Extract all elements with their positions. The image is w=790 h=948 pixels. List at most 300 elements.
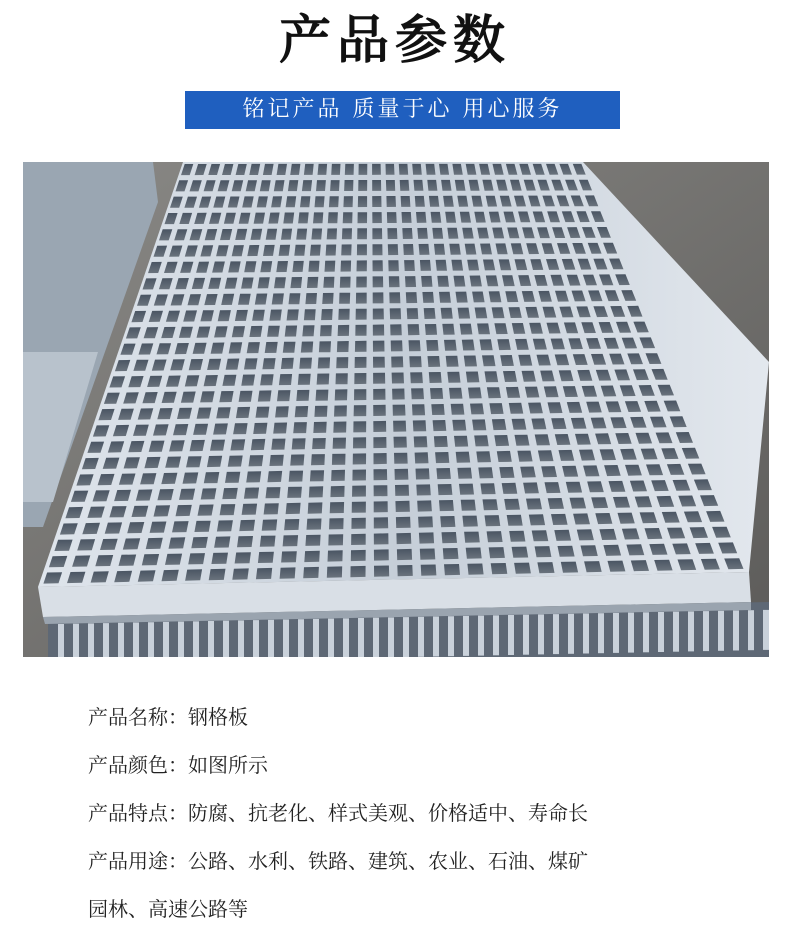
grating-opening xyxy=(454,276,466,287)
grating-opening xyxy=(161,473,177,484)
grating-opening xyxy=(457,196,468,207)
grating-opening xyxy=(528,403,543,414)
grating-opening xyxy=(487,387,501,398)
grating-opening xyxy=(436,468,451,479)
grating-opening xyxy=(249,326,262,337)
grating-opening xyxy=(372,180,381,191)
grating-opening xyxy=(252,310,265,321)
grating-opening xyxy=(294,245,305,256)
grating-opening xyxy=(302,180,312,191)
grating-opening xyxy=(154,505,171,516)
grating-opening xyxy=(502,483,518,494)
grating-opening xyxy=(541,466,557,477)
grating-opening xyxy=(249,455,264,466)
grating-opening xyxy=(320,325,332,336)
grating-opening xyxy=(307,519,322,530)
grating-opening xyxy=(544,386,559,397)
bottom-grating-bar xyxy=(508,615,514,655)
grating-opening xyxy=(438,484,453,495)
grating-opening xyxy=(239,391,253,402)
grating-opening xyxy=(462,516,478,527)
grating-opening xyxy=(420,549,436,560)
grating-opening xyxy=(491,563,508,574)
grating-opening xyxy=(298,212,309,223)
grating-opening xyxy=(512,419,527,430)
grating-opening xyxy=(401,196,411,207)
grating-opening xyxy=(289,293,301,304)
grating-opening xyxy=(313,422,326,433)
grating-opening xyxy=(436,260,447,271)
grating-opening xyxy=(157,489,173,500)
grating-opening xyxy=(418,516,433,527)
grating-opening xyxy=(480,339,493,350)
grating-opening xyxy=(413,420,426,431)
grating-opening xyxy=(290,277,302,288)
bottom-grating-bar xyxy=(673,612,679,652)
grating-opening xyxy=(485,515,501,526)
grating-opening xyxy=(444,564,460,575)
grating-opening xyxy=(352,470,366,481)
grating-opening xyxy=(411,388,424,399)
grating-opening xyxy=(284,519,299,530)
spec-label: 产品名称： xyxy=(88,705,188,729)
grating-opening xyxy=(461,500,476,511)
bottom-grating-bar xyxy=(733,611,739,651)
grating-opening xyxy=(327,566,342,577)
grating-opening xyxy=(470,403,484,414)
grating-opening xyxy=(555,434,571,445)
grating-opening xyxy=(293,422,307,433)
grating-opening xyxy=(328,534,343,545)
grating-opening xyxy=(330,180,340,191)
grating-opening xyxy=(332,454,346,465)
grating-opening xyxy=(191,537,208,548)
grating-opening xyxy=(244,488,259,499)
grating-opening xyxy=(337,341,349,352)
grating-opening xyxy=(255,294,267,305)
grating-opening xyxy=(298,374,311,385)
spec-label: 产品颜色： xyxy=(88,753,188,777)
grating-opening xyxy=(216,407,231,418)
grating-opening xyxy=(218,310,231,321)
spec-line-usage-continued: 园林、高速公路等 xyxy=(88,897,248,921)
grating-opening xyxy=(373,276,384,287)
grating-opening xyxy=(430,388,443,399)
grating-opening xyxy=(416,484,431,495)
grating-opening xyxy=(262,519,278,530)
grating-opening xyxy=(535,434,550,445)
grating-opening xyxy=(211,553,228,564)
grating-opening xyxy=(392,373,404,384)
bottom-grating-bar xyxy=(418,617,424,657)
grating-opening xyxy=(504,499,520,510)
grating-opening xyxy=(183,472,199,483)
grating-opening xyxy=(410,372,423,383)
grating-opening xyxy=(330,486,344,497)
grating-opening xyxy=(472,419,486,430)
grating-opening xyxy=(373,389,385,400)
grating-opening xyxy=(292,261,303,272)
grating-opening xyxy=(482,355,496,366)
grating-opening xyxy=(207,359,221,370)
grating-opening xyxy=(445,212,456,223)
grating-opening xyxy=(263,245,275,256)
spec-line-features xyxy=(88,789,768,837)
grating-opening xyxy=(394,453,408,464)
grating-opening xyxy=(476,451,491,462)
grating-opening xyxy=(353,453,366,464)
grating-opening xyxy=(374,469,388,480)
grating-opening xyxy=(316,390,329,401)
bottom-grating-bar xyxy=(163,622,169,657)
grating-opening xyxy=(358,196,367,207)
bottom-grating-bar xyxy=(238,620,244,657)
grating-opening xyxy=(353,421,366,432)
bottom-grating-bar xyxy=(703,611,709,651)
grating-opening xyxy=(414,436,428,447)
grating-opening xyxy=(260,536,276,547)
tagline-banner: 铭记产品 质量于心 用心服务 xyxy=(185,91,620,129)
grating-opening xyxy=(229,342,243,353)
grating-opening xyxy=(443,548,459,559)
grating-opening xyxy=(280,567,296,578)
grating-opening xyxy=(264,503,279,514)
grating-opening xyxy=(316,180,326,191)
grating-opening xyxy=(233,423,248,434)
grating-opening xyxy=(339,293,350,304)
grating-opening xyxy=(265,342,278,353)
bottom-grating-bar xyxy=(133,623,139,658)
grating-opening xyxy=(305,535,320,546)
grating-opening xyxy=(256,568,272,579)
spec-value: 防腐、抗老化、样式美观、价格适中、寿命长 xyxy=(188,801,588,825)
grating-opening xyxy=(311,229,322,240)
grating-opening xyxy=(424,308,436,319)
grating-opening xyxy=(492,419,507,430)
grating-opening xyxy=(386,164,395,175)
grating-opening xyxy=(194,521,210,532)
grating-opening xyxy=(311,454,325,465)
grating-opening xyxy=(321,309,333,320)
grating-opening xyxy=(281,229,292,240)
grating-opening xyxy=(372,212,382,223)
grating-opening xyxy=(338,325,350,336)
bottom-grating-bar xyxy=(283,620,289,658)
grating-opening xyxy=(417,500,432,511)
grating-opening xyxy=(177,408,192,419)
grating-opening xyxy=(520,467,536,478)
grating-opening xyxy=(374,533,389,544)
grating-opening xyxy=(146,538,163,549)
bottom-grating-bar xyxy=(73,624,79,657)
grating-opening xyxy=(500,355,514,366)
grating-opening xyxy=(608,561,626,572)
grating-opening xyxy=(235,310,248,321)
grating-opening xyxy=(412,164,422,175)
grating-opening xyxy=(386,180,395,191)
grating-opening xyxy=(132,506,149,517)
grating-opening xyxy=(466,372,480,383)
grating-opening xyxy=(591,497,608,508)
bottom-grating-bar xyxy=(463,616,469,656)
grating-opening xyxy=(318,357,330,368)
grating-opening xyxy=(271,196,282,207)
grating-opening xyxy=(429,372,442,383)
grating-opening xyxy=(142,554,159,565)
grating-opening xyxy=(458,308,471,319)
grating-opening xyxy=(439,292,451,303)
grating-opening xyxy=(506,387,520,398)
grating-opening xyxy=(416,468,430,479)
grating-opening xyxy=(449,244,461,255)
grating-opening xyxy=(483,499,499,510)
grating-opening xyxy=(374,453,387,464)
grating-opening xyxy=(374,517,388,528)
grating-opening xyxy=(355,325,366,336)
grating-opening xyxy=(397,549,412,560)
grating-opening xyxy=(389,276,400,287)
grating-opening xyxy=(452,420,466,431)
grating-opening xyxy=(373,260,383,271)
grating-opening xyxy=(331,164,340,175)
grating-opening xyxy=(477,323,490,334)
grating-opening xyxy=(449,388,463,399)
grating-opening xyxy=(301,342,313,353)
grating-opening xyxy=(331,470,345,481)
bottom-grating-bar xyxy=(208,621,214,657)
grating-opening xyxy=(359,164,368,175)
grating-opening xyxy=(470,276,482,287)
grating-opening xyxy=(523,482,539,493)
grating-opening xyxy=(515,435,530,446)
grating-opening xyxy=(325,261,336,272)
grating-opening xyxy=(474,435,489,446)
grating-opening xyxy=(220,504,236,515)
grating-opening xyxy=(279,374,292,385)
grating-opening xyxy=(213,423,228,434)
grating-opening xyxy=(454,436,468,447)
grating-opening xyxy=(242,504,258,515)
grating-opening xyxy=(595,513,612,524)
grating-opening xyxy=(352,502,366,513)
grating-opening xyxy=(390,308,401,319)
bottom-grating-bar xyxy=(628,613,634,653)
grating-opening xyxy=(283,535,299,546)
grating-opening xyxy=(357,260,367,271)
grating-opening xyxy=(239,520,255,531)
grating-opening xyxy=(272,293,284,304)
grating-opening xyxy=(494,435,509,446)
grating-opening xyxy=(352,486,366,497)
spec-value: 如图所示 xyxy=(188,753,268,777)
grating-opening xyxy=(330,502,344,513)
grating-opening xyxy=(405,276,416,287)
grating-opening xyxy=(494,323,507,334)
grating-opening xyxy=(386,196,396,207)
grating-opening xyxy=(391,340,403,351)
grating-opening xyxy=(310,470,324,481)
grating-opening xyxy=(358,212,368,223)
grating-opening xyxy=(403,244,414,255)
grating-opening xyxy=(198,505,214,516)
bottom-grating-bar xyxy=(268,620,274,657)
grating-opening xyxy=(283,342,296,353)
grating-opening xyxy=(267,326,280,337)
grating-opening xyxy=(186,456,202,467)
grating-opening xyxy=(396,517,411,528)
grating-opening xyxy=(443,196,454,207)
grating-opening xyxy=(393,421,406,432)
grating-opening xyxy=(266,487,281,498)
grating-opening xyxy=(475,307,488,318)
grating-opening xyxy=(421,565,437,576)
grating-opening xyxy=(285,326,297,337)
grating-opening xyxy=(127,522,144,533)
grating-opening xyxy=(404,260,415,271)
grating-opening xyxy=(290,454,304,465)
grating-opening xyxy=(433,420,447,431)
grating-opening xyxy=(566,482,582,493)
grating-opening xyxy=(444,340,457,351)
grating-opening xyxy=(246,471,261,482)
grating-opening xyxy=(478,467,493,478)
grating-opening xyxy=(190,440,205,451)
grating-opening xyxy=(235,552,251,563)
grating-opening xyxy=(169,537,186,548)
grating-opening xyxy=(456,292,468,303)
grating-opening xyxy=(188,553,205,564)
grating-opening xyxy=(241,278,254,289)
grating-opening xyxy=(336,357,348,368)
grating-opening xyxy=(489,291,502,302)
grating-opening xyxy=(603,545,621,556)
grating-opening xyxy=(388,260,399,271)
bottom-grating-bar xyxy=(58,624,64,657)
grating-opening xyxy=(395,485,409,496)
grating-opening xyxy=(358,180,367,191)
grating-opening xyxy=(497,451,512,462)
grating-opening xyxy=(522,371,536,382)
grating-opening xyxy=(374,485,388,496)
grating-opening xyxy=(631,560,649,571)
grating-opening xyxy=(338,309,349,320)
grating-opening xyxy=(442,324,454,335)
grating-opening xyxy=(414,180,424,191)
bottom-grating-bar xyxy=(193,621,199,657)
grating-opening xyxy=(341,261,352,272)
bottom-grating-bar xyxy=(538,614,544,654)
grating-opening xyxy=(344,180,353,191)
grating-opening xyxy=(397,565,413,576)
grating-opening xyxy=(296,390,309,401)
grating-opening xyxy=(269,455,283,466)
grating-opening xyxy=(486,275,499,286)
grating-opening xyxy=(351,518,365,529)
grating-opening xyxy=(472,292,485,303)
grating-opening xyxy=(304,164,314,175)
grating-opening xyxy=(439,500,454,511)
grating-opening xyxy=(319,341,331,352)
grating-opening xyxy=(266,229,277,240)
grating-opening xyxy=(554,530,571,541)
grating-opening xyxy=(439,164,449,175)
grating-opening xyxy=(356,277,367,288)
grating-opening xyxy=(322,293,333,304)
grating-opening xyxy=(247,342,260,353)
grating-opening xyxy=(467,260,479,271)
bottom-grating-bar xyxy=(718,611,724,651)
grating-opening xyxy=(538,450,554,461)
grating-opening xyxy=(277,164,287,175)
grating-opening xyxy=(286,196,297,207)
grating-opening xyxy=(355,357,367,368)
grating-opening xyxy=(462,228,474,239)
bottom-grating-bar xyxy=(373,618,379,657)
grating-opening xyxy=(334,405,347,416)
grating-opening xyxy=(407,308,419,319)
grating-opening xyxy=(343,196,353,207)
grating-opening xyxy=(217,520,233,531)
grating-opening xyxy=(353,437,366,448)
grating-opening xyxy=(374,501,388,512)
grating-opening xyxy=(388,244,398,255)
grating-opening xyxy=(393,405,406,416)
grating-opening xyxy=(373,325,384,336)
grating-opening xyxy=(209,569,226,580)
grating-opening xyxy=(412,404,425,415)
grating-opening xyxy=(287,487,302,498)
grating-opening xyxy=(561,562,578,573)
grating-opening xyxy=(417,228,428,239)
grating-opening xyxy=(267,471,282,482)
grating-opening xyxy=(176,505,192,516)
grating-opening xyxy=(318,164,328,175)
grating-opening xyxy=(258,390,272,401)
grating-opening xyxy=(395,501,410,512)
grating-opening xyxy=(374,549,389,560)
grating-opening xyxy=(333,438,346,449)
grating-opening xyxy=(356,293,367,304)
grating-opening xyxy=(428,356,441,367)
grating-opening xyxy=(447,228,458,239)
grating-opening xyxy=(350,566,365,577)
grating-opening xyxy=(329,196,339,207)
grating-opening xyxy=(442,532,458,543)
grating-opening xyxy=(392,389,405,400)
grating-opening xyxy=(310,245,321,256)
grating-opening xyxy=(432,228,443,239)
grating-opening xyxy=(373,309,384,320)
grating-opening xyxy=(599,529,616,540)
grating-opening xyxy=(551,514,568,525)
grating-opening xyxy=(238,294,251,305)
grating-opening xyxy=(273,423,287,434)
grating-opening xyxy=(509,531,525,542)
grating-opening xyxy=(515,339,529,350)
grating-opening xyxy=(299,358,312,369)
grating-opening xyxy=(345,164,354,175)
grating-opening xyxy=(416,212,426,223)
grating-opening xyxy=(509,403,524,414)
grating-opening xyxy=(262,358,275,369)
grating-opening xyxy=(260,261,272,272)
grating-opening xyxy=(399,164,408,175)
grating-opening xyxy=(485,371,499,382)
grating-opening xyxy=(429,196,439,207)
grating-opening xyxy=(499,467,514,478)
grating-opening xyxy=(408,324,420,335)
bottom-grating-bar xyxy=(103,623,109,657)
